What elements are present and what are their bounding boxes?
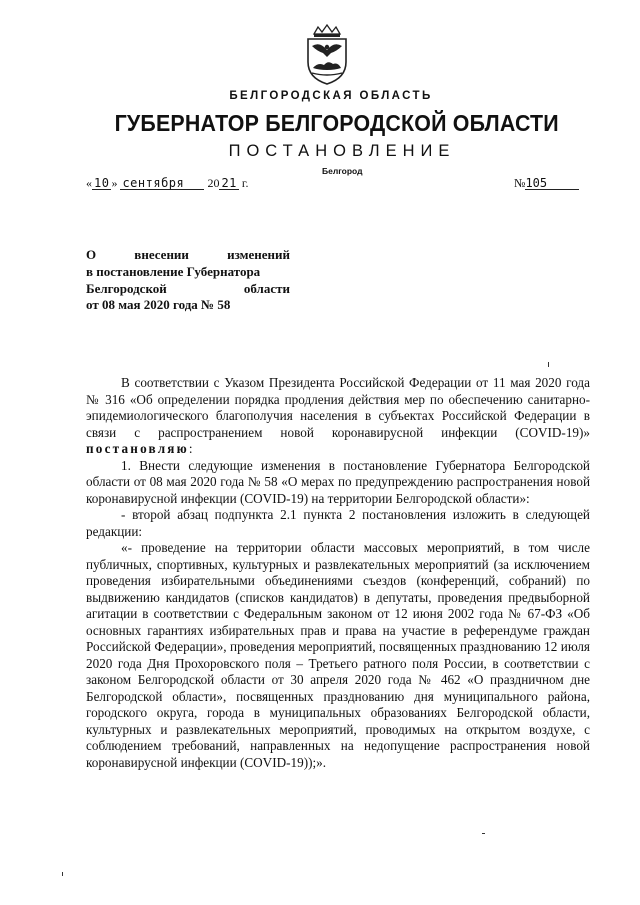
date-day: 10 — [94, 176, 110, 190]
governor-title: ГУБЕРНАТОР БЕЛГОРОДСКОЙ ОБЛАСТИ — [114, 110, 559, 136]
body-paragraph-preamble — [86, 375, 590, 458]
document-number — [514, 176, 579, 191]
scan-mark — [62, 872, 63, 876]
document-date — [86, 176, 248, 191]
document-subject — [86, 247, 290, 314]
subject-line-3: Белгородской области — [86, 280, 290, 296]
document-type-title: ПОСТАНОВЛЕНИЕ — [228, 142, 456, 160]
body-paragraph-item-1: 1. Внести следующие изменения в постановление Губернатора Белгородской области от 08 мая 2020 года № 58 «О мерах по предупреждению распространения новой коронавирусной инфекции (COVID-19) на территории Белгородской области»: — [86, 457, 590, 506]
document-body — [86, 375, 590, 771]
number-value: 105 — [525, 177, 579, 190]
subject-line-1: О внесении изменений — [86, 247, 290, 262]
body-paragraph-quote: «- проведение на территории области массовых мероприятий, в том числе публичных, спортивных, культурных и развлекательных мероприятий (за исключением проведения избирательными объединениями съездов (конференций, собраний) по выдвижению кандидатов (списков кандидатов) в депутаты, проведения предвыборной агитации в соответствии с Федеральным законом от 12 июня 2002 года № 67-ФЗ «Об основных гарантиях избирательных прав и права на участие в референдуме граждан Российской Федерации», проведения мероприятий, посвященных празднованию 12 июля 2020 года Дня Прохоровского поля – Третьего ратного поля России, в соответствии с законом Белгородской области от 30 апреля 2020 года № 462 «О праздничном дне Белгородской области», посвященных празднованию дня муниципального района, городского округа, города в муниципальных образованиях Белгородской области, культурных и развлекательных мероприятий, проводимых на открытом воздухе, с соблюдением требований, направленных на недопущение распространения новой коронавирусной инфекции (COVID-19));». — [86, 540, 590, 770]
date-year-mark: г. — [241, 176, 249, 190]
scan-mark — [482, 833, 485, 834]
preamble-text: В соответствии с Указом Президента Российской Федерации от 11 мая 2020 года № 316 «Об определении порядка продления действия мер по обеспечению санитарно-эпидемиологического благополучия населения в субъектах Российской Федерации в связи с распространением новой коронавирусной инфекции (COVID-19)» — [86, 375, 590, 440]
subject-line-2: в постановление Губернатора — [86, 263, 261, 279]
belgorod-coat-of-arms-icon — [300, 24, 354, 86]
body-paragraph-subitem: - второй абзац подпункта 2.1 пункта 2 постановления изложить в следующей редакции: — [86, 507, 590, 539]
date-year-prefix: 20 — [207, 176, 220, 190]
date-year-suffix: 21 — [221, 176, 237, 190]
date-close-quote: » — [111, 176, 118, 190]
preamble-keyword: постановляю — [86, 441, 189, 456]
preamble-end: : — [188, 441, 193, 456]
subject-line-4: от 08 мая 2020 года № 58 — [86, 297, 231, 313]
number-prefix: № — [514, 176, 526, 190]
date-month: сентября — [120, 177, 204, 190]
region-title: БЕЛГОРОДСКАЯ ОБЛАСТЬ — [229, 90, 433, 102]
date-open-quote: « — [86, 176, 92, 190]
scan-mark — [548, 362, 549, 367]
city-label: Белгород — [322, 166, 363, 176]
